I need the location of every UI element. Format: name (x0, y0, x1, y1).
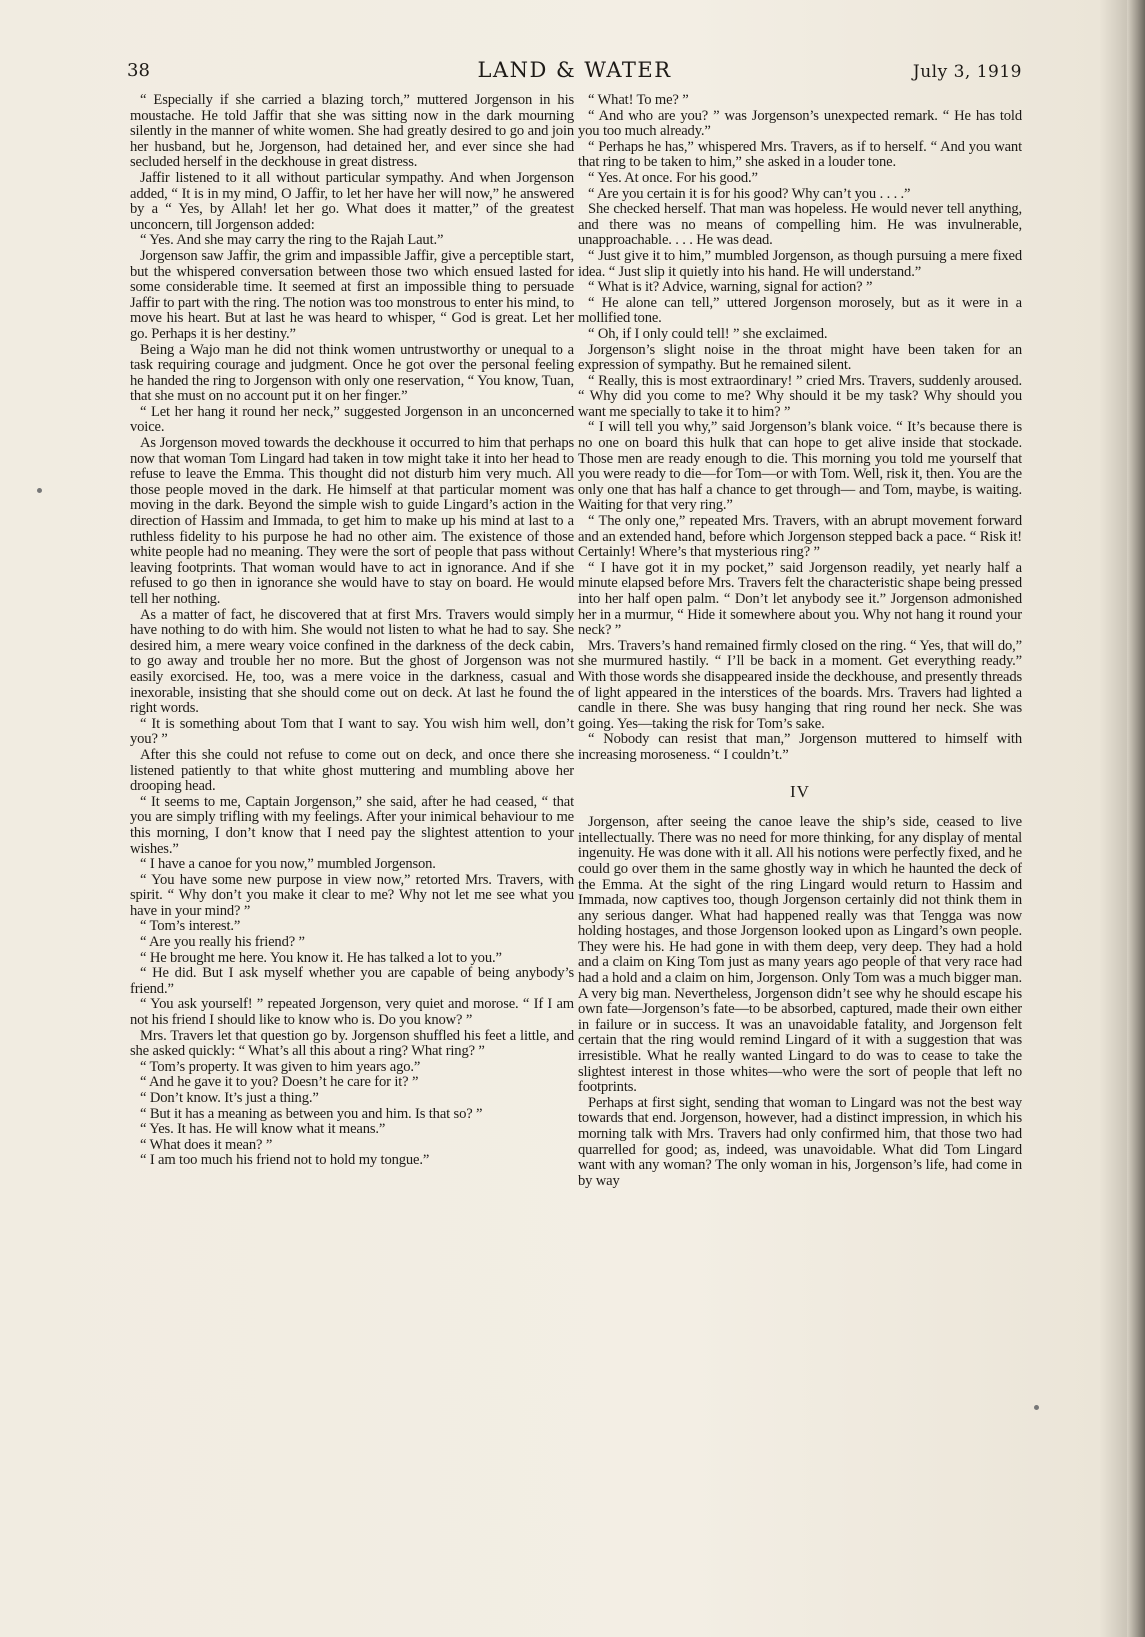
paragraph: “ And he gave it to you? Doesn’t he care for it? ” (140, 1074, 419, 1091)
paragraph: “ Tom’s interest.” (140, 918, 241, 935)
paragraph: “ Especially if she carried a blazing torch,” muttered Jorgenson in his moustache. He told Jaffir that she was sitting now in the dark mourning silently in the manner of white women. She had greatly desired to go and join her husband, but he, Jorgenson, had detained her, and ever since she had secluded herself in the deckhouse in great distress. (130, 93, 574, 171)
paragraph: “ The only one,” repeated Mrs. Travers, with an abrupt movement forward and an extended hand, before which Jorgenson stepped back a pace. “ Risk it! Certainly! Where’s that mysterious ring? ” (578, 513, 1022, 561)
paragraph: “ It is something about Tom that I want to say. You wish him well, don’t you? ” (130, 715, 574, 748)
paragraph: “ Are you really his friend? ” (140, 934, 305, 951)
masthead: LAND & WATER (477, 58, 672, 82)
paragraph: Mrs. Travers let that question go by. Jorgenson shuffled his feet a little, and she asked quickly: “ What’s all this about a ring? What ring? ” (130, 1027, 574, 1060)
paragraph: “ What does it mean? ” (140, 1136, 273, 1153)
paragraph: Mrs. Travers’s hand remained firmly closed on the ring. “ Yes, that will do,” she murmured hastily. “ I’ll be back in a moment. Get everything ready.” With those words she disappeared inside the deckhouse, and presently threads of light appeared in the interstices of the boards. Mrs. Travers had lighted a candle in there. She was busy hanging that ring round her neck. She was going. Yes—taking the risk for Tom’s sake. (578, 637, 1022, 732)
scan-speck (37, 488, 42, 493)
paragraph: “ I will tell you why,” said Jorgenson’s blank voice. “ It’s because there is no one on board this hulk that can hope to get alive inside that stockade. Those men are ready enough to die. This morning you told me yourself that you were ready to die—for Tom—or with Tom. Well, risk it, then. You are the only one that has half a chance to get through— and Tom, maybe, is waiting. Waiting for that very ring.” (578, 419, 1022, 514)
issue-date: July 3, 1919 (912, 62, 1022, 82)
page-number: 38 (127, 60, 150, 81)
left-column (130, 93, 574, 1533)
paragraph: “ He did. But I ask myself whether you are capable of being anybody’s friend.” (130, 965, 574, 997)
right-column (578, 93, 1022, 1533)
right-column-chapter-text (578, 815, 1022, 1189)
paragraph: Jorgenson saw Jaffir, the grim and impassible Jaffir, give a perceptible start, but the whispered conversation between those two which ensued lasted for some considerable time. It seemed at first an impossible thing to persuade Jaffir to part with the ring. The notion was too monstrous to enter his mind, to move his heart. But at last he was heard to whisper, “ God is great. Let her go. Perhaps it is her destiny.” (130, 247, 574, 342)
paragraph: “ He brought me here. You know it. He has talked a lot to you.” (140, 949, 502, 966)
paragraph: “ But it has a meaning as between you and him. Is that so? ” (140, 1105, 483, 1122)
paragraph: “ Just give it to him,” mumbled Jorgenson, as though pursuing a mere fixed idea. “ Just slip it quietly into his hand. He will understand.” (578, 247, 1022, 280)
paragraph: “ What is it? Advice, warning, signal for action? ” (588, 279, 873, 296)
paragraph: Being a Wajo man he did not think women untrustworthy or unequal to a task requiring courage and judgment. Once he got over the personal feeling he handed the ring to Jorgenson with only one reservation, “ You know, Tuan, that she must on no account put it on her finger.” (130, 341, 574, 405)
page-binding-edge (1127, 0, 1145, 1637)
paragraph: “ What! To me? ” (588, 93, 689, 108)
paragraph: “ Really, this is most extraordinary! ” cried Mrs. Travers, suddenly aroused. “ Why did you come to me? Why should it be my task? Why should you want me specially to take it to him? ” (578, 372, 1022, 420)
paragraph: “ You have some new purpose in view now,” retorted Mrs. Travers, with spirit. “ Why don’t you make it clear to me? Why not let me see what you have in your mind? ” (130, 871, 574, 919)
paragraph: “ Yes. At once. For his good.” (588, 169, 758, 186)
paragraph: After this she could not refuse to come out on deck, and once there she listened patiently to that white ghost muttering and mumbling above her drooping head. (130, 746, 574, 795)
paragraph: “ Perhaps he has,” whispered Mrs. Travers, as if to herself. “ And you want that ring to be taken to him,” she asked in a louder tone. (578, 138, 1022, 171)
paragraph: “ I have a canoe for you now,” mumbled Jorgenson. (140, 856, 436, 873)
paragraph: “ You ask yourself! ” repeated Jorgenson, very quiet and morose. “ If I am not his friend I should like to know who is. Do you know? ” (130, 996, 574, 1029)
paragraph: “ He alone can tell,” uttered Jorgenson morosely, but as it were in a mollified tone. (578, 294, 1022, 327)
paragraph: “ Nobody can resist that man,” Jorgenson muttered to himself with increasing moroseness. “ I couldn’t.” (578, 731, 1022, 763)
paragraph: “ And who are you? ” was Jorgenson’s unexpected remark. “ He has told you too much already.” (578, 107, 1022, 140)
paragraph: She checked herself. That man was hopeless. He would never tell anything, and there was no means of compelling him. He was invulnerable, unapproachable. . . . He was dead. (578, 201, 1022, 249)
paragraph: “ Don’t know. It’s just a thing.” (140, 1090, 319, 1106)
paragraph: “ Yes. And she may carry the ring to the Rajah Laut.” (140, 232, 444, 249)
right-column-text (578, 93, 1022, 764)
paragraph: “ Yes. It has. He will know what it means.” (140, 1121, 386, 1138)
paragraph: Jorgenson’s slight noise in the throat might have been taken for an expression of sympathy. But he remained silent. (578, 341, 1022, 374)
page-header (127, 60, 1022, 90)
paragraph: “ I have got it in my pocket,” said Jorgenson readily, yet nearly half a minute elapsed before Mrs. Travers felt the characteristic shape being pressed into her half open palm. “ Don’t let anybody see it.” Jorgenson admonished her in a murmur, “ Hide it somewhere about you. Why not hang it round your neck? ” (578, 559, 1022, 639)
scan-speck (1034, 1405, 1039, 1410)
paragraph: “ It seems to me, Captain Jorgenson,” she said, after he had ceased, “ that you are simply trifling with my feelings. After your inimical behaviour to me this morning, I don’t know that I need pay the slightest attention to your wishes.” (130, 793, 574, 857)
paragraph: “ I am too much his friend not to hold my tongue.” (140, 1152, 430, 1169)
paragraph: “ Let her hang it round her neck,” suggested Jorgenson in an unconcerned voice. (130, 403, 574, 436)
paragraph: “ Oh, if I only could tell! ” she exclaimed. (588, 325, 828, 342)
paragraph: Jaffir listened to it all without particular sympathy. And when Jorgenson added, “ It is in my mind, O Jaffir, to let her have her will now,” he answered by a “ Yes, by Allah! let her go. What does it matter,” of the greatest unconcern, till Jorgenson added: (130, 169, 574, 233)
paragraph: Perhaps at first sight, sending that woman to Lingard was not the best way towards that end. Jorgenson, however, had a distinct impression, in which his morning talk with Mrs. Travers had only confirmed him, that those two had quarrelled for good; as, indeed, was unavoidable. What did Tom Lingard want with any woman? The only woman in his, Jorgenson’s life, had come in by way (578, 1094, 1022, 1189)
paragraph: As a matter of fact, he discovered that at first Mrs. Travers would simply have nothing to do with him. She would not listen to what he had to say. She desired him, a mere weary voice confined in the darkness of the deck cabin, to go away and trouble her no more. But the ghost of Jorgenson was not easily exorcised. He, too, was a mere voice in the darkness, casual and inexorable, insisting that she should come out on deck. At last he found the right words. (130, 606, 574, 717)
paragraph: “ Tom’s property. It was given to him years ago.” (140, 1058, 421, 1075)
paragraph: Jorgenson, after seeing the canoe leave the ship’s side, ceased to live intellectually. There was no need for more thinking, for any display of mental ingenuity. He was done with it all. All his notions were perfectly fixed, and he could go over them in the same ghostly way in which he haunted the deck of the Emma. At the sight of the ring Lingard would return to Hassim and Immada, now captives too, though Jorgenson certainly did not think them in any serious danger. What had happened really was that Tengga was now holding hostages, and those Jorgenson looked upon as Lingard’s own people. They were his. He had gone in with them deep, very deep. They had a hold and a claim on King Tom just as many years ago people of that very race had had a hold and a claim on him, Jorgenson. Only Tom was a much bigger man. A very big man. Nevertheless, Jorgenson didn’t see why he should escape his own fate—Jorgenson’s fate—to be absorbed, captured, made their own either in failure or in success. It was an unavoidable fatality, and Jorgenson felt certain that the ring would remind Lingard of it with a suggestion that was irresistible. What he really wanted Lingard to do was to cease to take the slightest interest in those whites—who were the sort of people that left no footprints. (578, 814, 1022, 1096)
paragraph: As Jorgenson moved towards the deckhouse it occurred to him that perhaps now that woman Tom Lingard had taken in tow might take it into her head to refuse to leave the Emma. This thought did not disturb him very much. All those people moved in the dark. He himself at that particular moment was moving in the dark. Beyond the simple wish to guide Lingard’s action in the direction of Hassim and Immada, to get him to make up his mind at last to a ruthless fidelity to his purpose he had no other aim. The existence of those white people had no meaning. They were the sort of people that pass without leaving footprints. That woman would have to act in ignorance. And if she refused to go then in ignorance she would have to stay on board. He would tell her nothing. (130, 435, 574, 607)
section-heading: IV (790, 781, 810, 801)
paragraph: “ Are you certain it is for his good? Why can’t you . . . .” (588, 185, 911, 202)
